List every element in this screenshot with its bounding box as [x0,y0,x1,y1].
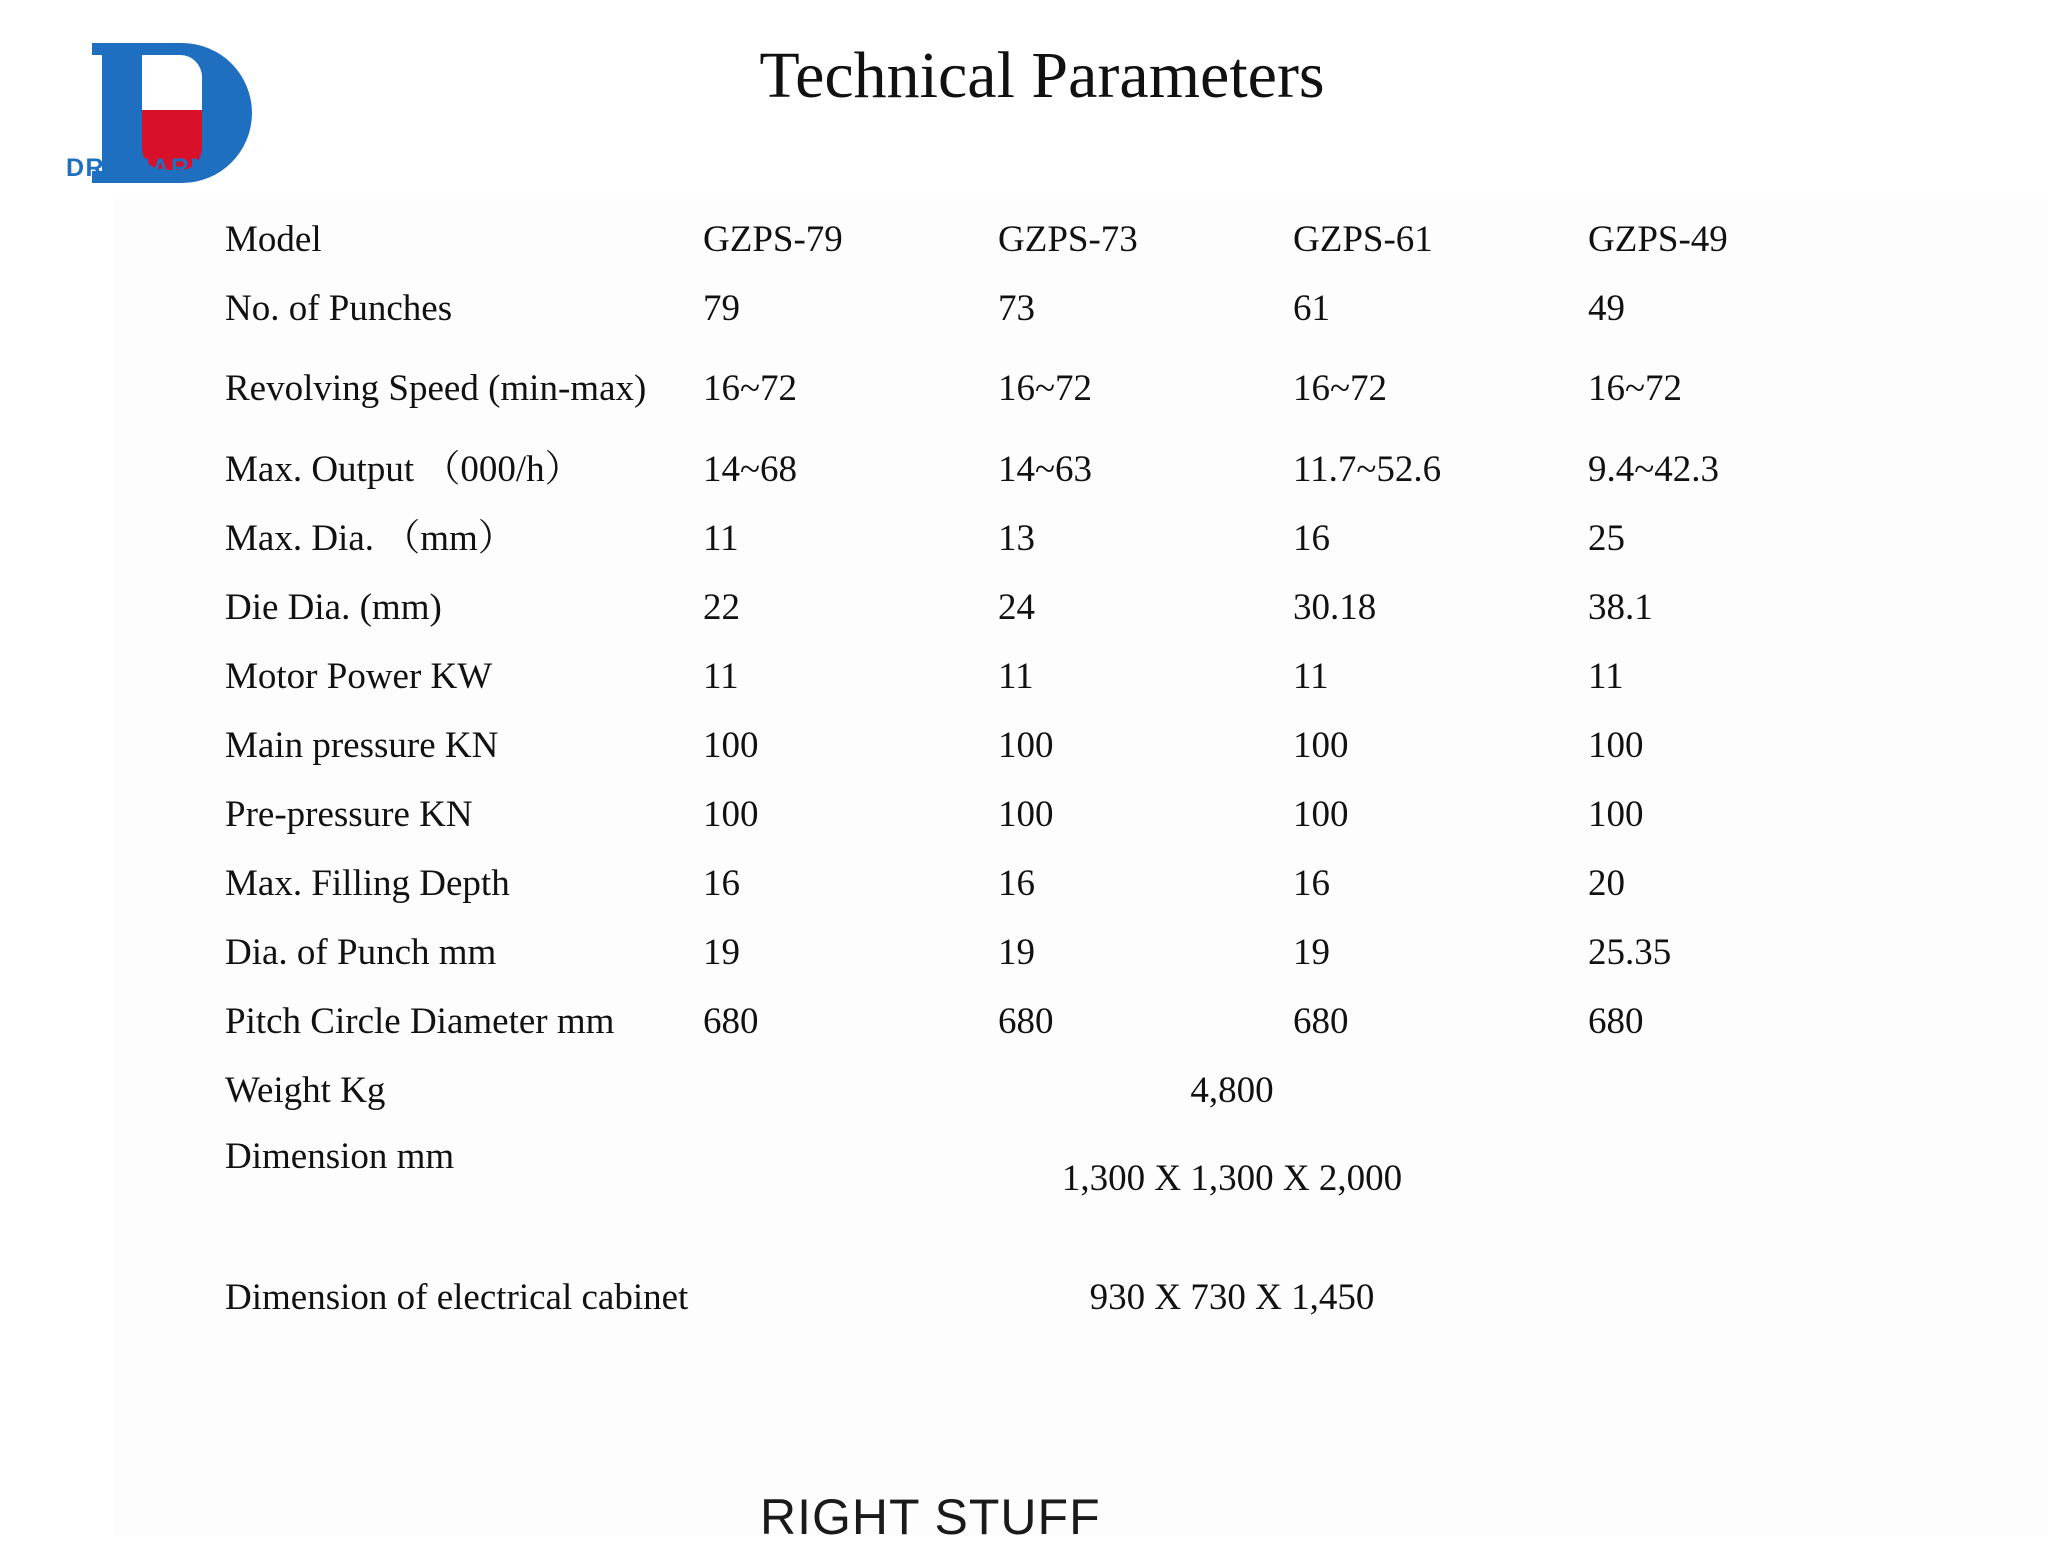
table-cell: 25.35 [1588,931,1672,973]
table-cell: 680 [998,1000,1054,1042]
table-cell: 20 [1588,862,1625,904]
table-cell: 11.7~52.6 [1293,448,1442,490]
table-row [215,1056,1873,1125]
table-cell: 9.4~42.3 [1588,448,1720,490]
table-cell: 16 [1293,517,1330,559]
table-cell: 19 [1293,931,1330,973]
row-label: Max. Filling Depth [225,862,510,904]
table-cell: 11 [1293,655,1329,697]
table-cell: 16~72 [703,368,798,409]
footer-slogan: RIGHT STUFF [760,1489,1101,1545]
table-row [215,504,1873,573]
table-cell: 100 [703,724,759,766]
page-title: Technical Parameters [759,39,1325,112]
table-cell: 19 [998,931,1035,973]
table-cell: 14~63 [998,448,1093,490]
table-cell: 11 [998,655,1034,697]
table-row [215,435,1873,504]
table-row [215,343,1873,435]
table-cell: 22 [703,586,740,628]
shared-value-cell: 1,300 X 1,300 X 2,000 [1061,1158,1403,1199]
table-cell: 11 [703,655,739,697]
table-cell: 100 [703,793,759,835]
column-header: Model [225,218,322,260]
table-row [215,274,1873,343]
column-header: GZPS-49 [1588,218,1728,260]
row-label: Dimension of electrical cabinet [225,1277,689,1318]
technical-parameters-table [215,205,1873,1363]
brand-name: DR.PHARM [66,154,213,182]
column-header: GZPS-73 [998,218,1138,260]
row-label: Motor Power KW [225,655,493,697]
table-cell: 14~68 [703,448,798,490]
table-cell: 680 [1293,1000,1349,1042]
table-cell: 100 [998,793,1054,835]
table-cell: 11 [1588,655,1624,697]
table-header-row [215,205,1873,274]
row-label: Max. Dia. （mm） [225,517,515,559]
table-cell: 24 [998,586,1035,628]
table-cell: 73 [998,287,1035,329]
table-cell: 16~72 [1588,368,1683,409]
row-label: Die Dia. (mm) [225,586,442,628]
table-row [215,780,1873,849]
table-row [215,573,1873,642]
table-cell: 19 [703,931,740,973]
table-cell: 38.1 [1588,586,1653,628]
row-label: Pitch Circle Diameter mm [225,1000,615,1042]
row-label: Main pressure KN [225,724,499,766]
table-cell: 49 [1588,287,1625,329]
row-label: Max. Output （000/h） [225,448,582,490]
table-cell: 100 [998,724,1054,766]
shared-value-cell: 4,800 [1190,1069,1274,1111]
table-cell: 61 [1293,287,1330,329]
table-cell: 16 [998,862,1035,904]
row-label: Revolving Speed (min-max) [225,368,647,409]
table-row [215,1233,1873,1363]
table-cell: 25 [1588,517,1625,559]
table-cell: 16~72 [998,368,1093,409]
table-cell: 11 [703,517,739,559]
table-cell: 680 [1588,1000,1644,1042]
table-row [215,987,1873,1056]
table-row [215,642,1873,711]
row-label: Dia. of Punch mm [225,931,497,973]
table-row [215,849,1873,918]
table-cell: 16 [1293,862,1330,904]
table-cell: 680 [703,1000,759,1042]
table-cell: 16 [703,862,740,904]
table-cell: 13 [998,517,1035,559]
table-row [215,1125,1873,1233]
table-row [215,711,1873,780]
table-cell: 100 [1588,793,1644,835]
table-cell: 16~72 [1293,368,1388,409]
table-row [215,918,1873,987]
table-cell: 100 [1588,724,1644,766]
table-cell: 79 [703,287,740,329]
column-header: GZPS-61 [1293,218,1433,260]
row-label: Weight Kg [225,1069,386,1111]
row-label: Pre-pressure KN [225,793,473,835]
table-cell: 30.18 [1293,586,1377,628]
table-cell: 100 [1293,793,1349,835]
column-header: GZPS-79 [703,218,843,260]
row-label: Dimension mm [225,1136,455,1177]
row-label: No. of Punches [225,287,453,329]
shared-value-cell: 930 X 730 X 1,450 [1089,1277,1375,1318]
table-cell: 100 [1293,724,1349,766]
